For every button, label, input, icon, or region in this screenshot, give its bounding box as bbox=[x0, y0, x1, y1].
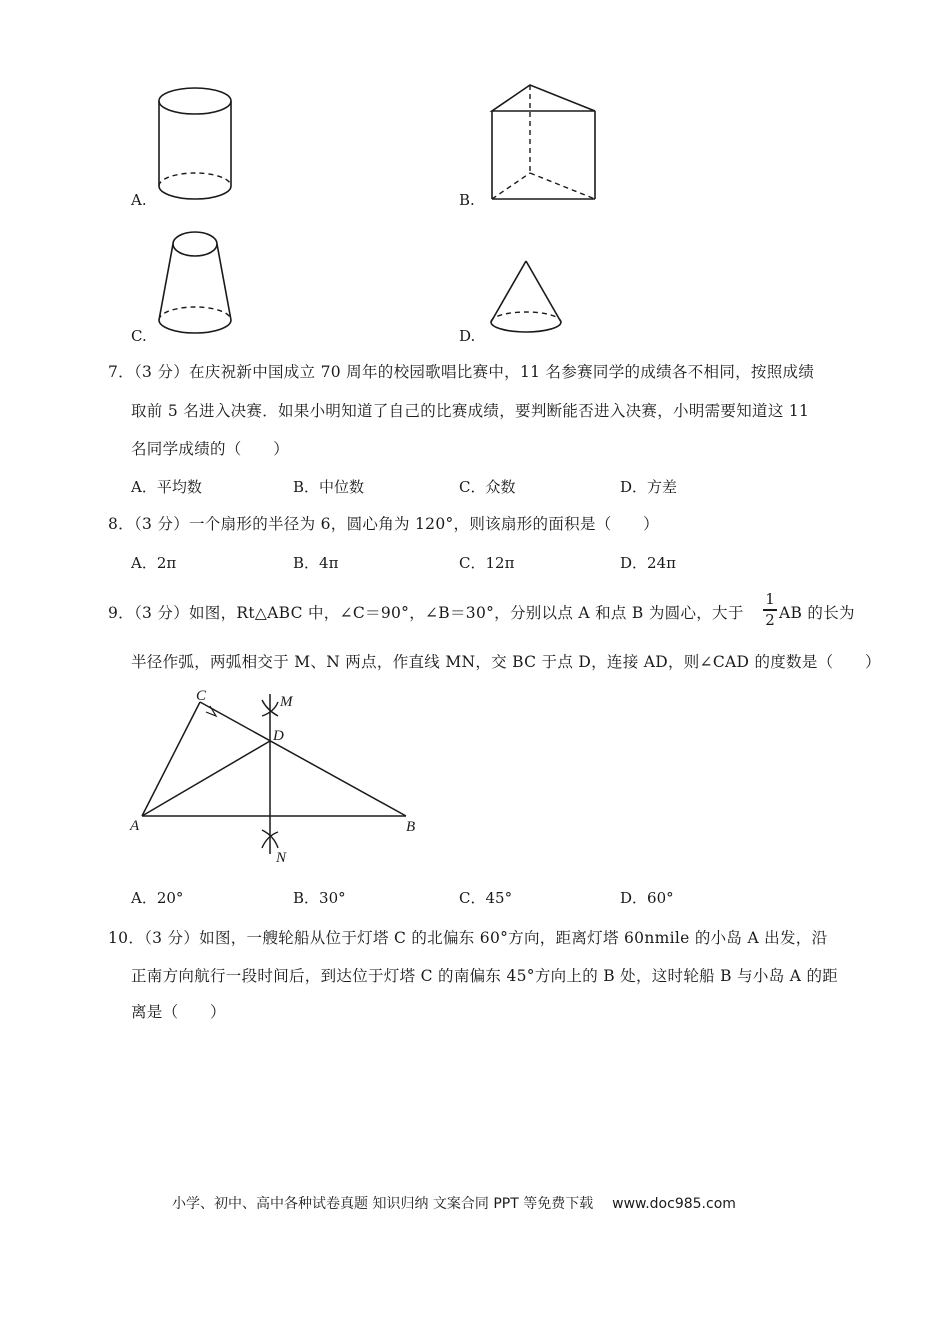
frustum-figure bbox=[155, 228, 235, 340]
q9-option-b: B．30° bbox=[293, 889, 346, 907]
q6-option-b-label: B. bbox=[459, 191, 475, 209]
q8-text: 8．（3 分）一个扇形的半径为 6，圆心角为 120°，则该扇形的面积是（ ） bbox=[108, 515, 659, 533]
q10-text-line-1: 10．（3 分）如图，一艘轮船从位于灯塔 C 的北偏东 60°方向，距离灯塔 60nmile 的小岛 A 出发，沿 bbox=[108, 929, 828, 947]
cone-figure bbox=[488, 258, 568, 338]
q7-option-b: B．中位数 bbox=[293, 478, 365, 496]
q6-option-d-label: D. bbox=[459, 327, 476, 345]
footer bbox=[172, 1193, 736, 1213]
q9-option-d: D．60° bbox=[620, 889, 674, 907]
cylinder-figure bbox=[155, 86, 235, 201]
segment-cb bbox=[200, 702, 406, 816]
footer-link[interactable]: www.doc985.com bbox=[612, 1196, 736, 1212]
q9-triangle-figure bbox=[130, 690, 430, 865]
q9-option-a: A．20° bbox=[131, 889, 184, 907]
q7-option-a: A．平均数 bbox=[131, 478, 202, 496]
q10-text-line-2: 正南方向航行一段时间后，到达位于灯塔 C 的南偏东 45°方向上的 B 处，这时轮船 B 与小岛 A 的距 bbox=[131, 967, 839, 985]
q6-option-a-label: A. bbox=[131, 191, 147, 209]
footer-text: 小学、初中、高中各种试卷真题 知识归纳 文案合同 PPT 等免费下载 bbox=[172, 1196, 594, 1212]
q7-option-c: C．众数 bbox=[459, 478, 516, 496]
label-b: B bbox=[406, 819, 416, 835]
label-n: N bbox=[276, 850, 287, 866]
q6-option-c-label: C. bbox=[131, 327, 147, 345]
q9-fraction-numerator: 1 bbox=[765, 590, 775, 608]
q8-option-c: C．12π bbox=[459, 554, 515, 572]
triangular-prism-figure bbox=[490, 83, 600, 203]
q8-option-b: B．4π bbox=[293, 554, 339, 572]
q8-option-a: A．2π bbox=[131, 554, 177, 572]
label-c: C bbox=[196, 688, 207, 704]
right-angle-mark bbox=[206, 706, 216, 716]
label-d: D bbox=[273, 728, 284, 744]
q7-text-line-2: 取前 5 名进入决赛．如果小明知道了自己的比赛成绩，要判断能否进入决赛，小明需要知道这 11 bbox=[131, 402, 810, 420]
q7-text-line-1: 7．（3 分）在庆祝新中国成立 70 周年的校园歌唱比赛中，11 名参赛同学的成绩各不相同，按照成绩 bbox=[108, 363, 815, 381]
q10-text-line-3: 离是（ ） bbox=[131, 1003, 226, 1021]
q9-option-c: C．45° bbox=[459, 889, 513, 907]
q9-text-line-2: 半径作弧，两弧相交于 M、N 两点，作直线 MN，交 BC 于点 D，连接 AD，则∠CAD 的度数是（ ） bbox=[131, 653, 881, 671]
q8-option-d: D．24π bbox=[620, 554, 676, 572]
label-m: M bbox=[280, 694, 293, 710]
q9-text-line-1b: AB 的长为 bbox=[779, 604, 855, 622]
q7-option-d: D．方差 bbox=[620, 478, 678, 496]
q9-text-line-1a: 9．（3 分）如图，Rt△ABC 中，∠C＝90°，∠B＝30°，分别以点 A 和点 B 为圆心，大于 bbox=[108, 604, 744, 622]
label-a: A bbox=[130, 818, 140, 834]
q7-text-line-3: 名同学成绩的（ ） bbox=[131, 440, 290, 458]
q9-fraction-denominator: 2 bbox=[765, 611, 775, 629]
